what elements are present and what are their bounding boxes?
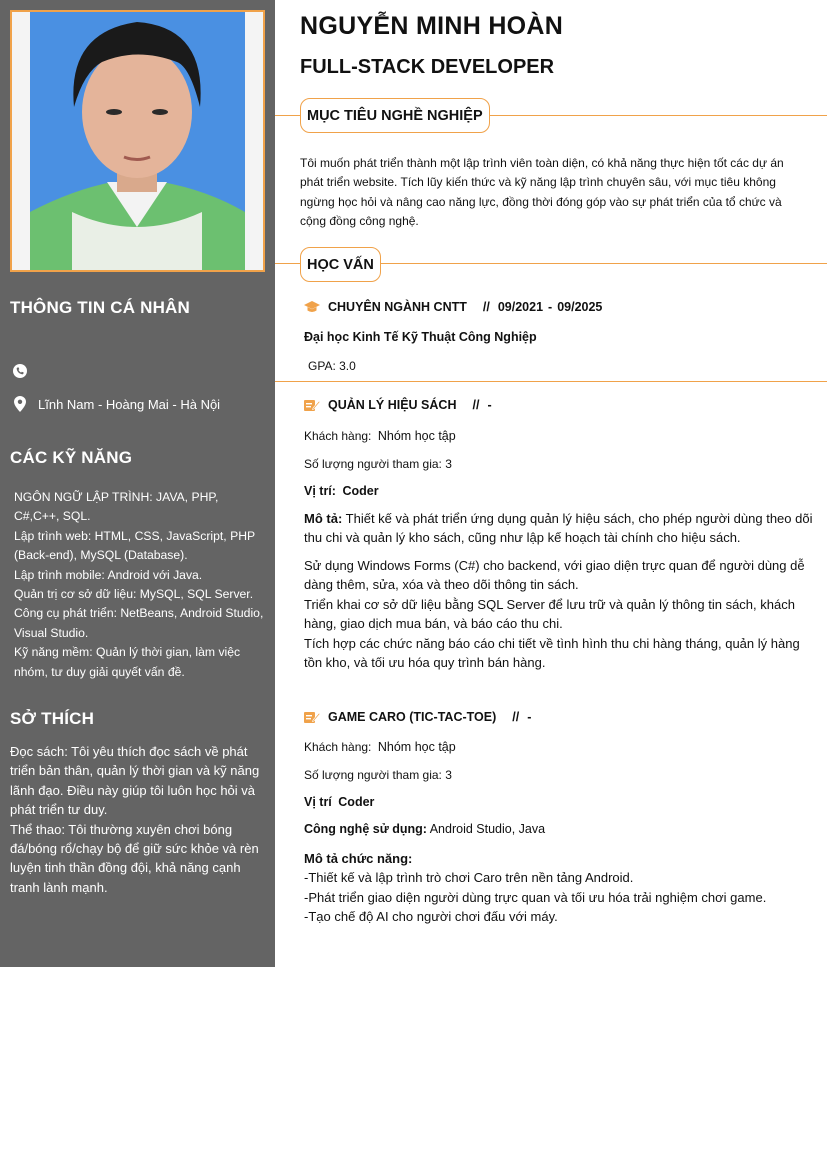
date-dash: - xyxy=(548,300,553,314)
education-end: 09/2025 xyxy=(557,300,603,314)
phone-row xyxy=(12,363,38,379)
objective-heading: MỤC TIÊU NGHỀ NGHIỆP xyxy=(300,98,490,133)
project-members: Số lượng người tham gia: 3 xyxy=(304,457,452,471)
education-heading: HỌC VẤN xyxy=(300,247,381,282)
skills-text: NGÔN NGỮ LẬP TRÌNH: JAVA, PHP, C#,C++, SQL. Lập trình web: HTML, CSS, JavaScript, PHP (Back-end), MySQL (Database). Lập trình mobile: Android với Java. Quản trị cơ sở dữ liệu: MySQL, SQL Server. Công cụ phát triển: NetBeans, Android Studio, Visual Studio. Kỹ năng mềm: Quản lý thời gian, làm việc nhóm, tư duy giải quyết vấn đề. xyxy=(14,490,264,679)
education-entry-header xyxy=(304,300,602,314)
role-value: Coder xyxy=(342,484,379,498)
role-value: Coder xyxy=(338,795,375,809)
separator: // xyxy=(482,300,490,314)
client-value: Nhóm học tập xyxy=(377,429,456,443)
client-value: Nhóm học tập xyxy=(377,740,456,754)
hobbies-heading: SỞ THÍCH xyxy=(10,709,95,728)
project-dash: - xyxy=(487,398,492,412)
profile-photo xyxy=(10,10,265,272)
role-label: Vị trí: xyxy=(304,484,336,498)
project-header xyxy=(304,710,531,724)
description-text: Thiết kế và phát triển ứng dụng quản lý hiệu sách, cho phép người dùng theo dõi thu chi và quản lý kho sách, cũng như lập kế hoạch tài chính cho hiệu sách. xyxy=(304,511,813,546)
project-name: GAME CARO (TIC-TAC-TOE) xyxy=(328,710,497,724)
project-role xyxy=(304,795,374,809)
objective-text: Tôi muốn phát triển thành một lập trình viên toàn diện, có khả năng thực hiện tốt các dự án phát triển website. Tích lũy kiến thức và kỹ năng lập trình chuyên sâu, với mục tiêu không ngừng học hỏi và nâng cao năng lực, đồng thời đóng góp vào sự phát triển của tổ chức và cộng đồng công nghệ. xyxy=(300,156,784,229)
candidate-name: NGUYỄN MINH HOÀN xyxy=(300,12,564,40)
education-major: CHUYÊN NGÀNH CNTT xyxy=(328,300,467,314)
address-text: Lĩnh Nam - Hoàng Mai - Hà Nội xyxy=(38,396,221,412)
gpa: GPA: 3.0 xyxy=(308,359,356,373)
project-role xyxy=(304,484,379,498)
school-name: Đại học Kinh Tế Kỹ Thuật Công Nghiệp xyxy=(304,330,537,344)
project-features xyxy=(304,849,814,927)
project-name: QUẢN LÝ HIỆU SÁCH xyxy=(328,398,457,412)
project-client xyxy=(304,429,456,443)
edit-note-icon xyxy=(304,398,320,412)
role-label: Vị trí xyxy=(304,795,332,809)
personal-info-heading: THÔNG TIN CÁ NHÂN xyxy=(10,298,190,317)
project-header xyxy=(304,398,492,412)
project-tech xyxy=(304,822,545,836)
address-row xyxy=(12,396,220,412)
hobbies-text: Đọc sách: Tôi yêu thích đọc sách về phát triển bản thân, quản lý thời gian và kỹ năng lãnh đạo. Điều này giúp tôi luôn học hỏi và phát triển tư duy. Thể thao: Tôi thường xuyên chơi bóng đá/bóng rổ/chạy bộ để giữ sức khỏe và rèn luyện tinh thần đồng đội, khả năng cạnh tranh lành mạnh. xyxy=(10,744,260,895)
location-pin-icon xyxy=(12,396,28,412)
skills-heading: CÁC KỸ NĂNG xyxy=(10,448,133,467)
client-label: Khách hàng: xyxy=(304,429,372,443)
client-label: Khách hàng: xyxy=(304,740,372,754)
section-divider xyxy=(275,381,827,382)
separator: // xyxy=(512,710,520,724)
graduation-cap-icon xyxy=(304,300,320,314)
education-start: 09/2021 xyxy=(497,300,544,314)
features-label: Mô tả chức năng: xyxy=(304,851,413,866)
tech-value: Android Studio, Java xyxy=(429,822,546,836)
project-client xyxy=(304,740,456,754)
description-label: Mô tả: xyxy=(304,511,343,526)
separator: // xyxy=(472,398,480,412)
tech-label: Công nghệ sử dụng: xyxy=(304,822,427,836)
edit-note-icon xyxy=(304,710,320,724)
features-text: -Thiết kế và lập trình trò chơi Caro trên nền tảng Android. -Phát triển giao diện người dùng trực quan và tối ưu hóa trải nghiệm chơi game. -Tạo chế độ AI cho người chơi đấu với máy. xyxy=(304,870,767,925)
sidebar xyxy=(0,0,275,967)
job-title: FULL-STACK DEVELOPER xyxy=(300,56,555,78)
project-details: Sử dụng Windows Forms (C#) cho backend, với giao diện trực quan để người dùng dễ dàng thêm, sửa, xóa và theo dõi thông tin sách. Triển khai cơ sở dữ liệu bằng SQL Server để lưu trữ và quản lý thông tin sách, khách hàng, giao dịch mua bán, và báo cáo thu chi. Tích hợp các chức năng báo cáo chi tiết về tình hình thu chi hàng tháng, quản lý hàng tồn kho, và tối ưu hóa quy trình bán hàng. xyxy=(304,558,805,671)
project-members: Số lượng người tham gia: 3 xyxy=(304,768,452,782)
project-dash: - xyxy=(527,710,532,724)
project-description xyxy=(304,509,814,548)
phone-icon xyxy=(12,363,28,379)
